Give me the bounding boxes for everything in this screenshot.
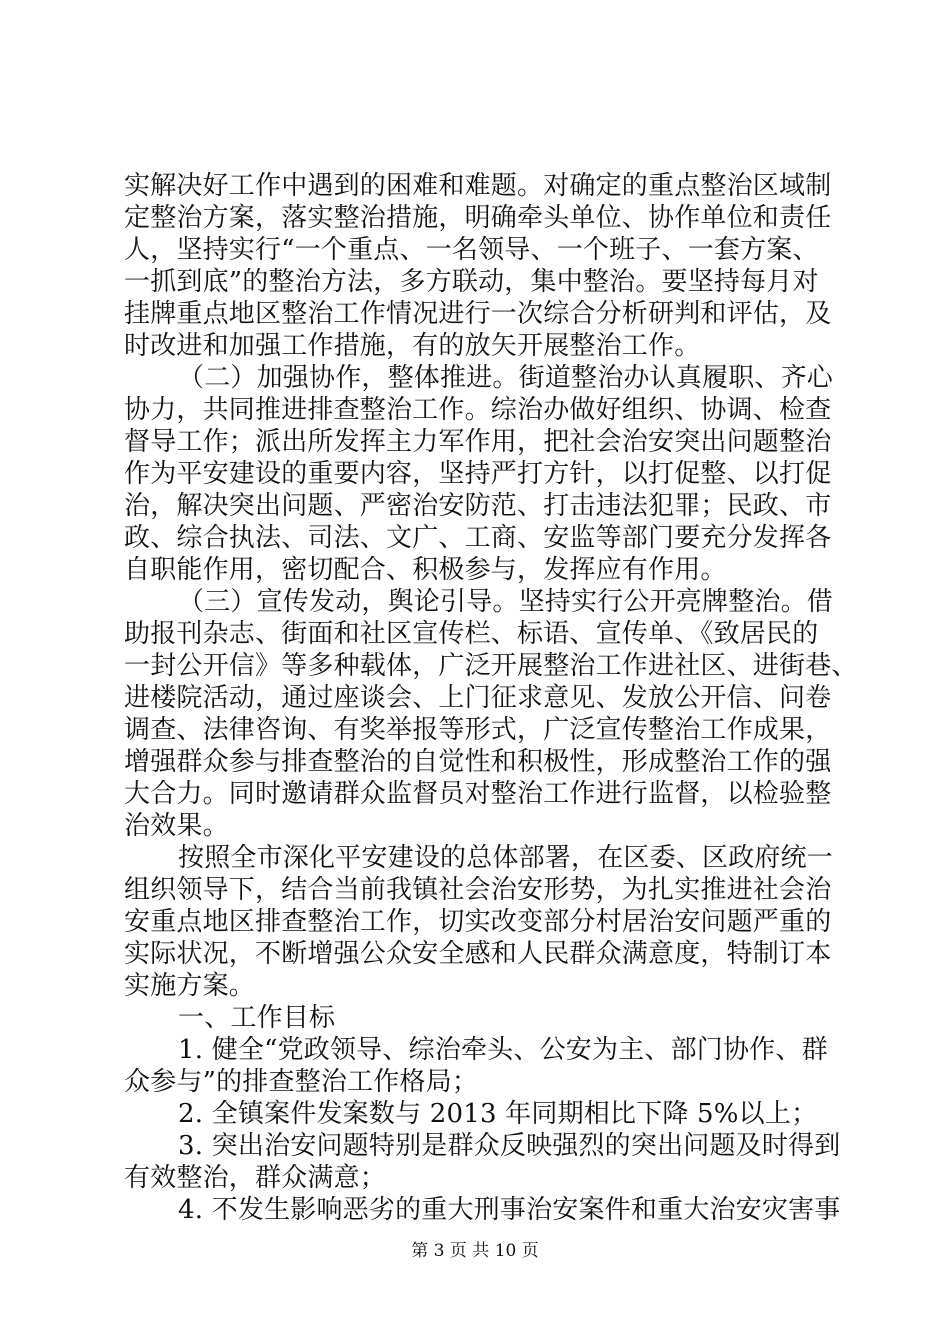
text-line: 督导工作；派出所发挥主力军作用，把社会治安突出问题整治 <box>124 427 832 457</box>
text-line: 有效整治，群众满意； <box>124 1163 387 1193</box>
text-line: 按照全市深化平安建设的总体部署，在区委、区政府统一 <box>178 843 834 873</box>
text-line: 组织领导下，结合当前我镇社会治安形势，为扎实推进社会治 <box>124 875 832 905</box>
text-line: 进楼院活动，通过座谈会、上门征求意见、发放公开信、问卷 <box>124 683 832 713</box>
text-line: 1. 健全“党政领导、综治牵头、公安为主、部门协作、群 <box>178 1035 828 1065</box>
page-number-footer: 第 3 页 共 10 页 <box>411 1241 539 1261</box>
text-line: 2. 全镇案件发案数与 2013 年同期相比下降 5%以上； <box>178 1099 818 1129</box>
text-line: 实解决好工作中遇到的困难和难题。对确定的重点整治区域制 <box>124 171 832 201</box>
text-line: 作为平安建设的重要内容，坚持严打方针，以打促整、以打促 <box>124 459 832 489</box>
text-line: 自职能作用，密切配合、积极参与，发挥应有作用。 <box>124 555 727 585</box>
text-line: 治效果。 <box>124 811 229 841</box>
text-line: （二）加强协作，整体推进。街道整治办认真履职、齐心 <box>178 363 834 393</box>
text-line: 调查、法律咨询、有奖举报等形式，广泛宣传整治工作成果， <box>124 715 832 745</box>
text-line: 政、综合执法、司法、文广、工商、安监等部门要充分发挥各 <box>124 523 832 553</box>
text-line: 4. 不发生影响恶劣的重大刑事治安案件和重大治安灾害事 <box>178 1195 841 1225</box>
text-line: 治，解决突出问题、严密治安防范、打击违法犯罪；民政、市 <box>124 491 832 521</box>
text-line: 实施方案。 <box>124 971 256 1001</box>
text-line: 助报刊杂志、街面和社区宣传栏、标语、宣传单、《致居民的 <box>124 619 819 649</box>
text-line: 协力，共同推进排查整治工作。综治办做好组织、协调、检查 <box>124 395 832 425</box>
text-line: 增强群众参与排查整治的自觉性和积极性，形成整治工作的强 <box>124 747 832 777</box>
text-line: （三）宣传发动，舆论引导。坚持实行公开亮牌整治。借 <box>178 587 834 617</box>
text-line: 一抓到底”的整治方法，多方联动，集中整治。要坚持每月对 <box>124 267 819 297</box>
text-line: 安重点地区排查整治工作，切实改变部分村居治安问题严重的 <box>124 907 832 937</box>
section-heading: 一、工作目标 <box>178 1003 336 1033</box>
text-line: 3. 突出治安问题特别是群众反映强烈的突出问题及时得到 <box>178 1131 841 1161</box>
text-line: 时改进和加强工作措施，有的放矢开展整治工作。 <box>124 331 701 361</box>
text-line: 众参与”的排查整治工作格局； <box>124 1067 479 1097</box>
text-line: 定整治方案，落实整治措施，明确牵头单位、协作单位和责任 <box>124 203 832 233</box>
text-line: 挂牌重点地区整治工作情况进行一次综合分析研判和评估，及 <box>124 299 832 329</box>
text-line: 人，坚持实行“一个重点、一名领导、一个班子、一套方案、 <box>124 235 819 265</box>
text-line: 一封公开信》等多种载体，广泛开展整治工作进社区、进街巷、 <box>124 651 858 681</box>
text-line: 大合力。同时邀请群众监督员对整治工作进行监督，以检验整 <box>124 779 832 809</box>
text-line: 实际状况，不断增强公众安全感和人民群众满意度，特制订本 <box>124 939 832 969</box>
